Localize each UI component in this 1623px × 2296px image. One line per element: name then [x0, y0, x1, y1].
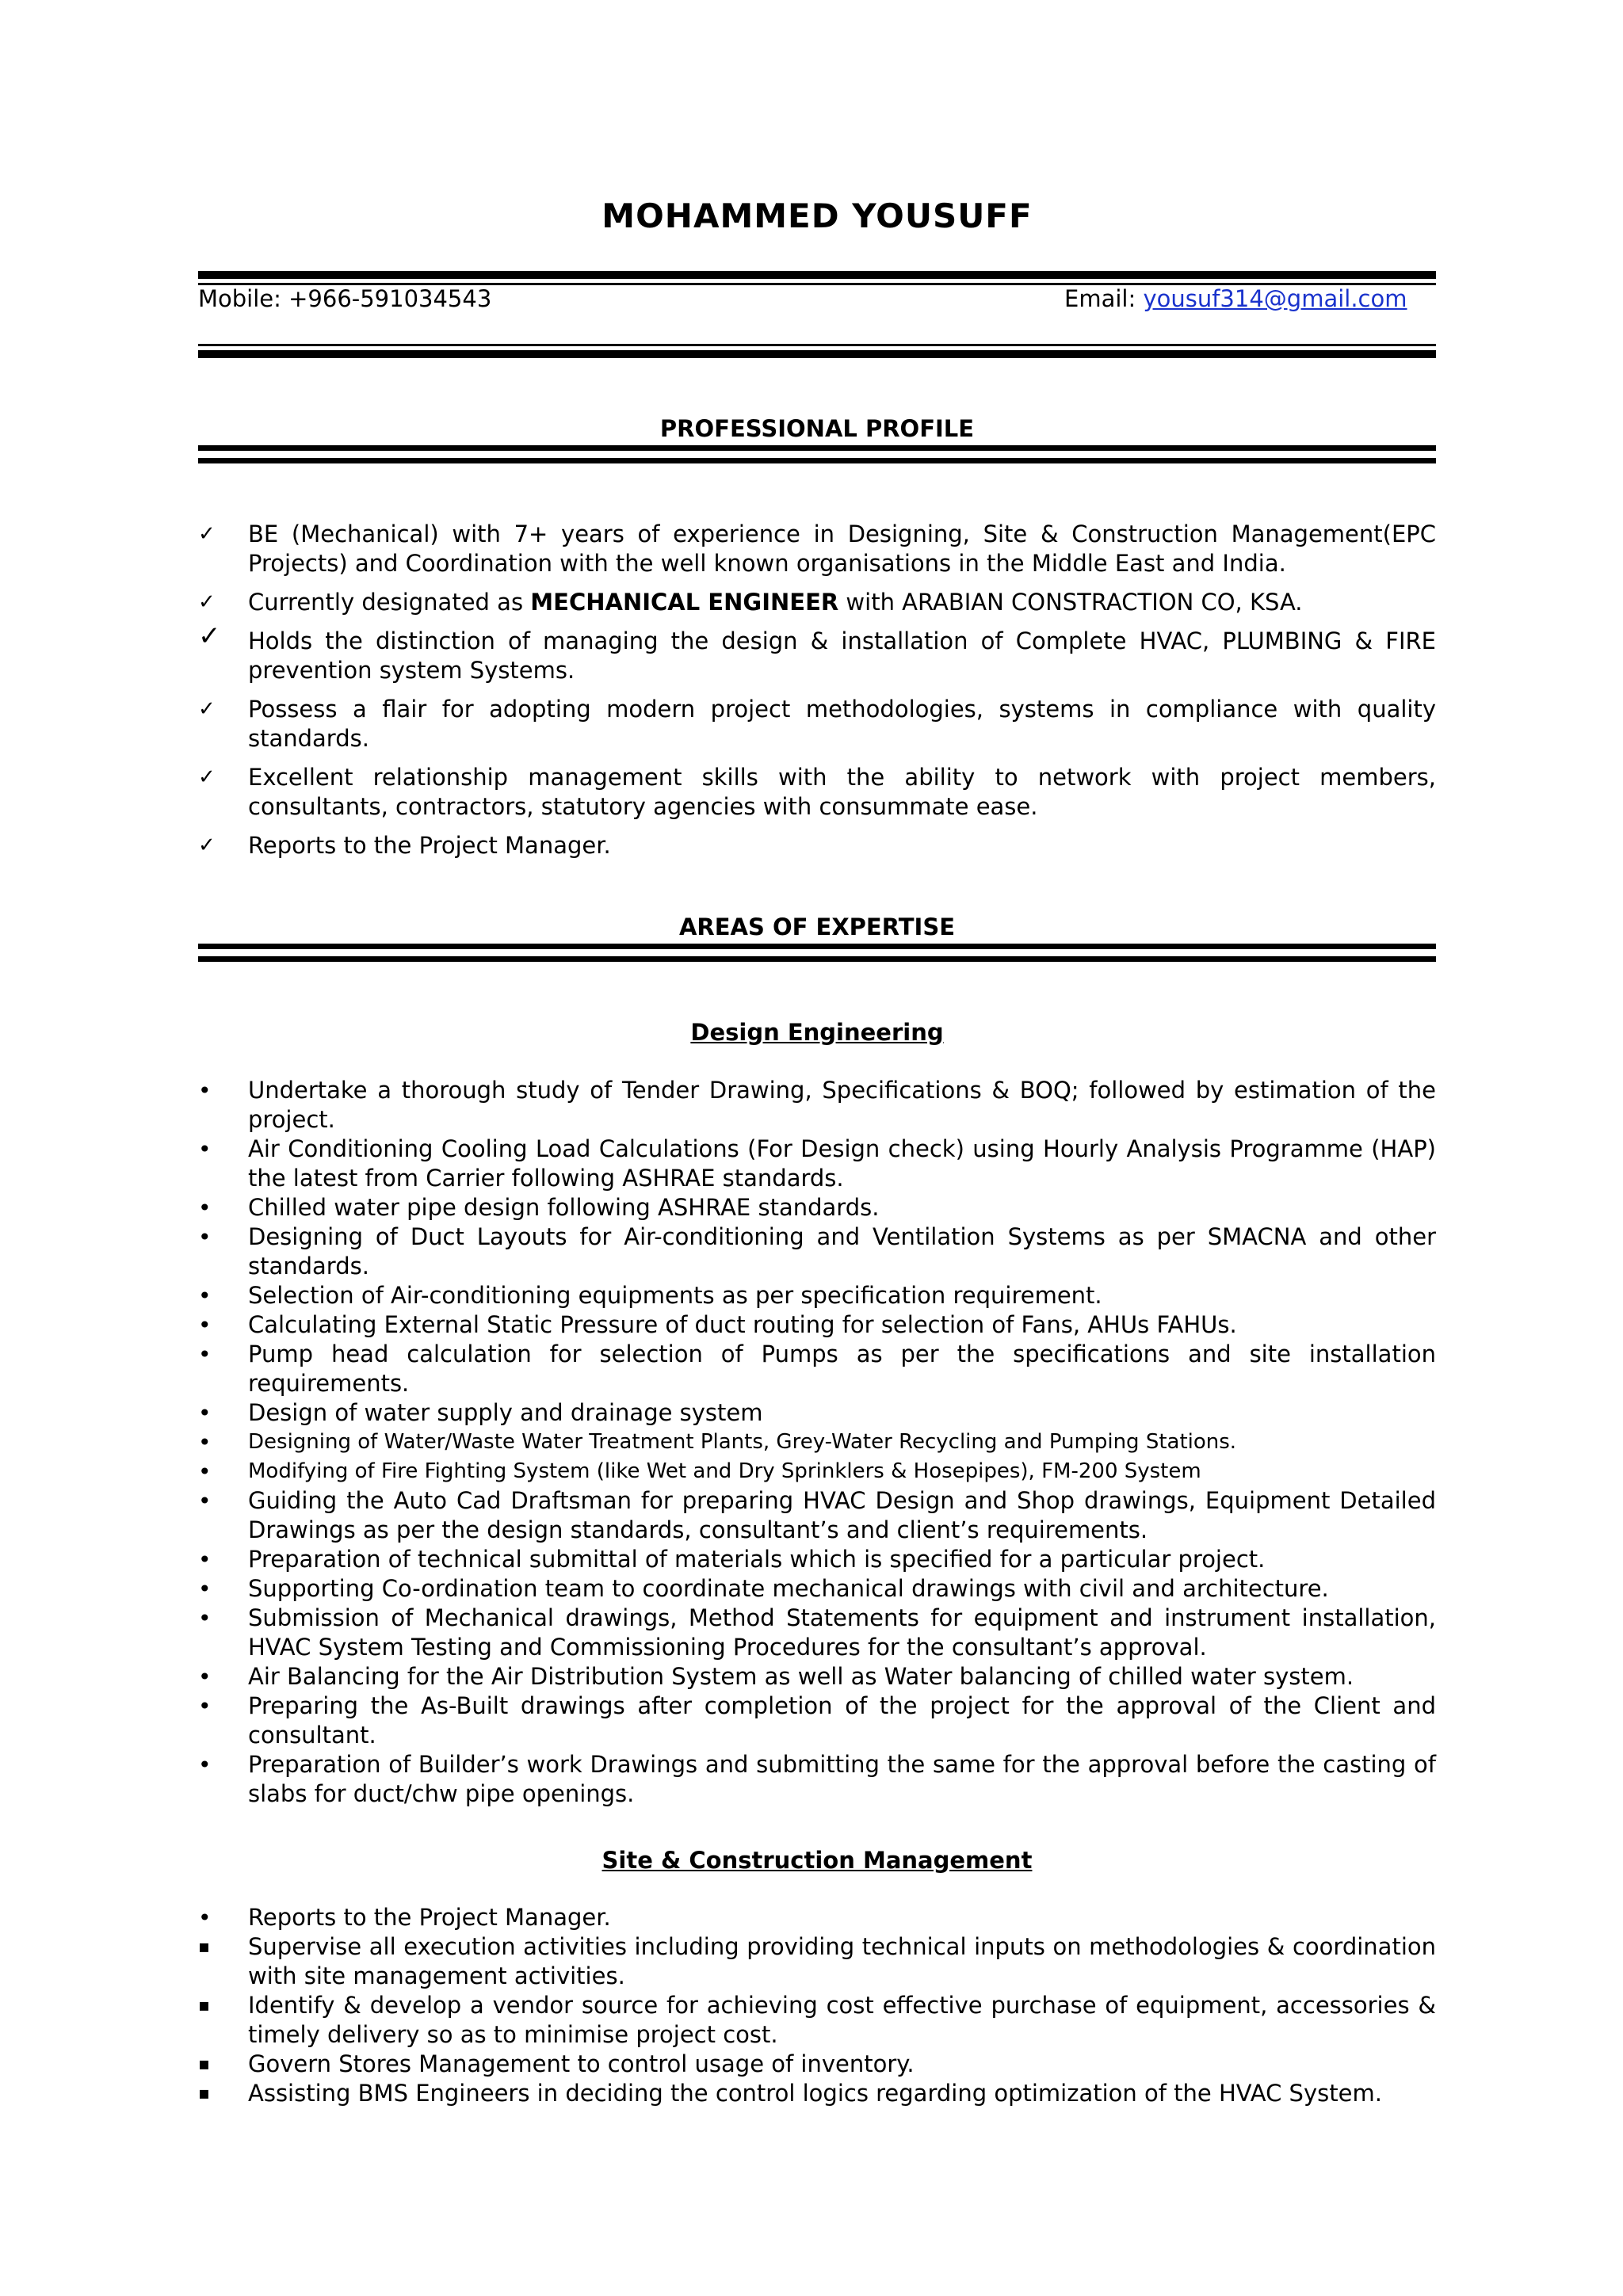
bullet-icon: • — [198, 1664, 212, 1690]
bullet-icon: • — [198, 1605, 212, 1631]
list-item: • Preparation of Builder’s work Drawings and submitting the same for the approval before the casting of slabs for duct/chw pipe openings. — [198, 1751, 1436, 1807]
check-icon: ✓ — [198, 522, 216, 546]
list-item: • Design of water supply and drainage system — [198, 1399, 763, 1426]
list-item: • Air Balancing for the Air Distribution System as well as Water balancing of chilled water system. — [198, 1663, 1354, 1690]
design-engineering-title: Design Engineering — [690, 1019, 944, 1046]
expertise-section-title: AREAS OF EXPERTISE — [678, 913, 956, 940]
email-link[interactable]: yousuf314@gmail.com — [1143, 285, 1407, 312]
expertise-rule — [198, 944, 1436, 962]
profile-item: ✓ Excellent relationship management skills with the ability to network with project members, consultants, contractors, statutory agencies with consummate ease. — [198, 764, 1436, 820]
profile-section-title: PROFESSIONAL PROFILE — [659, 415, 975, 442]
check-icon: ✓ — [198, 833, 216, 857]
profile-item: ✓ Currently designated as MECHANICAL ENGINEER with ARABIAN CONSTRACTION CO, KSA. — [198, 589, 1303, 616]
check-icon: ✓ — [198, 697, 216, 721]
profile-item: ✓ Possess a flair for adopting modern project methodologies, systems in compliance with quality standards. — [198, 696, 1436, 752]
mobile-number: Mobile: +966-591034543 — [198, 285, 492, 312]
bullet-icon: • — [198, 1136, 212, 1162]
list-item: • Chilled water pipe design following ASHRAE standards. — [198, 1194, 880, 1221]
bullet-icon: • — [198, 1693, 212, 1719]
profile-rule — [198, 445, 1436, 463]
bullet-icon: • — [198, 1576, 212, 1602]
profile-item: ✓ BE (Mechanical) with 7+ years of experience in Designing, Site & Construction Management(EPC Projects) and Coordination with the well known organisations in the Middle East and India. — [198, 521, 1436, 577]
list-item: • Submission of Mechanical drawings, Method Statements for equipment and instrument installation, HVAC System Testing and Commissioning Procedures for the consultant’s approval. — [198, 1604, 1436, 1661]
profile-item: ✓ Holds the distinction of managing the design & installation of Complete HVAC, PLUMBING & FIRE prevention system Systems. — [198, 620, 1436, 684]
header-rule-top — [198, 271, 1436, 285]
email-block — [1064, 285, 1407, 312]
bullet-icon: • — [198, 1459, 212, 1485]
bullet-icon: • — [198, 1224, 212, 1250]
check-icon: ✓ — [198, 620, 221, 652]
bullet-icon: • — [198, 1547, 212, 1573]
square-bullet-icon: ▪ — [198, 1937, 210, 1957]
bullet-icon: • — [198, 1752, 212, 1778]
list-item: • Guiding the Auto Cad Draftsman for preparing HVAC Design and Shop drawings, Equipment Detailed Drawings as per the design standards, consultant’s and client’s requirements. — [198, 1487, 1436, 1543]
square-bullet-icon: ▪ — [198, 2054, 210, 2074]
list-item: • Reports to the Project Manager. — [198, 1904, 611, 1931]
list-item: • Supporting Co-ordination team to coordinate mechanical drawings with civil and architecture. — [198, 1575, 1329, 1602]
bullet-icon: • — [198, 1488, 212, 1514]
bullet-icon: • — [198, 1312, 212, 1338]
list-item: • Designing of Duct Layouts for Air-conditioning and Ventilation Systems as per SMACNA and other standards. — [198, 1223, 1436, 1280]
list-item: ▪ Assisting BMS Engineers in deciding the control logics regarding optimization of the HVAC System. — [198, 2080, 1382, 2107]
profile-list — [198, 520, 1436, 870]
profile-item: ✓ Reports to the Project Manager. — [198, 832, 611, 859]
list-item: ▪ Govern Stores Management to control usage of inventory. — [198, 2050, 915, 2077]
designation-title: MECHANICAL ENGINEER — [530, 589, 839, 616]
list-item: • Calculating External Static Pressure of duct routing for selection of Fans, AHUs FAHUs. — [198, 1311, 1237, 1338]
design-engineering-list — [198, 1076, 1436, 1809]
bullet-icon: • — [198, 1077, 212, 1104]
list-item: ▪ Supervise all execution activities including providing technical inputs on methodologies & coordination with site management activities. — [198, 1933, 1436, 1989]
bullet-icon: • — [198, 1400, 212, 1426]
list-item: • Modifying of Fire Fighting System (like Wet and Dry Sprinklers & Hosepipes), FM-200 System — [198, 1459, 1201, 1485]
list-item: • Air Conditioning Cooling Load Calculations (For Design check) using Hourly Analysis Programme (HAP) the latest from Carrier following ASHRAE standards. — [198, 1135, 1436, 1192]
square-bullet-icon: ▪ — [198, 2084, 210, 2103]
email-label: Email: — [1064, 285, 1136, 312]
header-rule-bottom — [198, 344, 1436, 358]
site-construction-title: Site & Construction Management — [601, 1847, 1033, 1874]
list-item: • Preparing the As-Built drawings after completion of the project for the approval of the Client and consultant. — [198, 1692, 1436, 1749]
bullet-icon: • — [198, 1429, 212, 1455]
bullet-icon: • — [198, 1341, 212, 1367]
candidate-name: MOHAMMED YOUSUFF — [601, 196, 1033, 235]
list-item: • Selection of Air-conditioning equipments as per specification requirement. — [198, 1282, 1102, 1309]
site-construction-list — [198, 1903, 1436, 2108]
list-item: • Pump head calculation for selection of Pumps as per the specifications and site installation requirements. — [198, 1341, 1436, 1397]
bullet-icon: • — [198, 1195, 212, 1221]
list-item: • Undertake a thorough study of Tender Drawing, Specifications & BOQ; followed by estimation of the project. — [198, 1077, 1436, 1133]
check-icon: ✓ — [198, 765, 216, 789]
check-icon: ✓ — [198, 590, 216, 614]
list-item: ▪ Identify & develop a vendor source for achieving cost effective purchase of equipment, accessories & timely delivery so as to minimise project cost. — [198, 1992, 1436, 2048]
bullet-icon: • — [198, 1905, 212, 1931]
list-item: • Preparation of technical submittal of materials which is specified for a particular project. — [198, 1546, 1266, 1573]
square-bullet-icon: ▪ — [198, 1996, 210, 2016]
bullet-icon: • — [198, 1283, 212, 1309]
list-item: • Designing of Water/Waste Water Treatment Plants, Grey-Water Recycling and Pumping Stations. — [198, 1429, 1237, 1455]
